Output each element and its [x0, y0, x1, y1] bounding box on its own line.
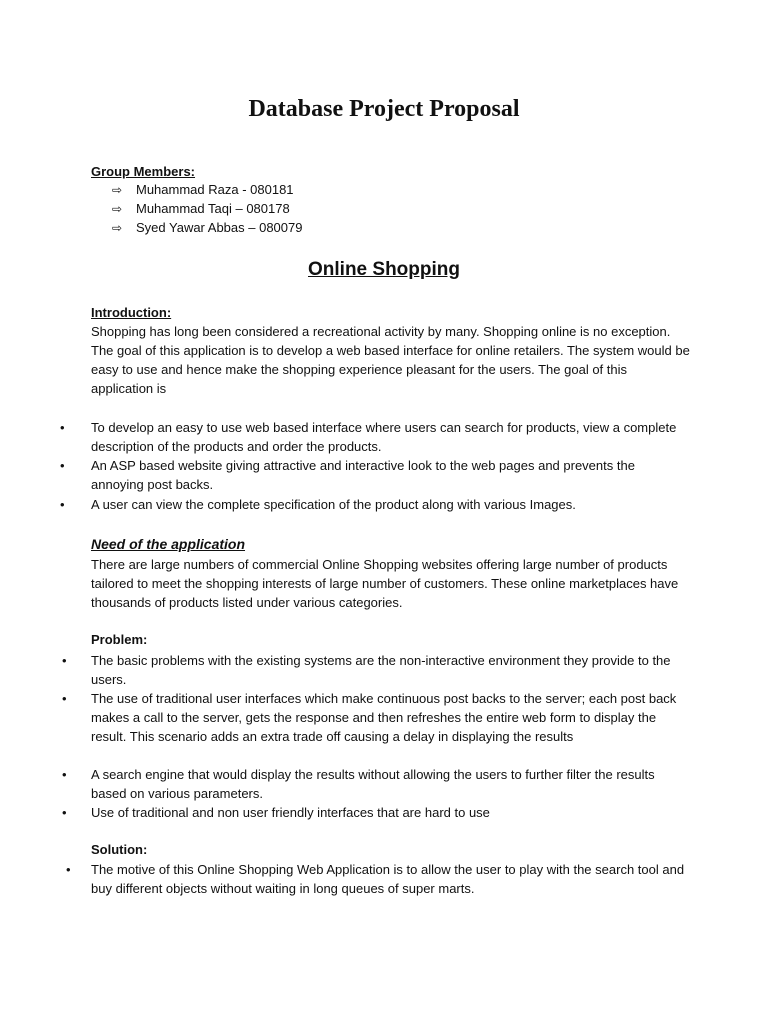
bullet-icon: •	[62, 767, 67, 782]
solution-label: Solution:	[91, 842, 148, 857]
list-item: Use of traditional and non user friendly interfaces that are hard to use	[91, 805, 490, 820]
arrow-icon: ⇨	[112, 202, 123, 216]
group-members-label: Group Members:	[91, 164, 196, 179]
bullet-icon: •	[62, 691, 67, 706]
arrow-icon: ⇨	[112, 221, 123, 235]
list-item: The use of traditional user interfaces which make continuous post backs to the server; each post back makes a call to the server, gets the response and then refreshes the entire web form to display the result. This scenario adds an extra trade off causing a delay in displaying the results	[91, 691, 677, 744]
introduction-label: Introduction:	[91, 305, 172, 320]
arrow-icon: ⇨	[112, 183, 123, 197]
list-item: A user can view the complete specification of the product along with various Images.	[91, 497, 576, 512]
list-item: A search engine that would display the results without allowing the users to further filter the results based on various parameters.	[91, 767, 655, 801]
section-title: Online Shopping	[308, 259, 460, 280]
list-item: The motive of this Online Shopping Web Application is to allow the user to play with the search tool and buy different objects without waiting in long queues of super marts.	[91, 862, 685, 896]
bullet-icon: •	[60, 420, 65, 435]
bullet-icon: •	[62, 653, 67, 668]
problem-label: Problem:	[91, 632, 148, 647]
bullet-icon: •	[62, 805, 67, 820]
document-title: Database Project Proposal	[248, 96, 520, 122]
list-item: The basic problems with the existing systems are the non-interactive environment they provide to the users.	[91, 653, 671, 687]
introduction-paragraph: Shopping has long been considered a recreational activity by many. Shopping online is no exception. The goal of this application is to develop a web based interface for online retailers. The system would be easy to use and hence make the shopping experience pleasant for the users. The goal of this application is	[91, 324, 690, 396]
need-paragraph: There are large numbers of commercial Online Shopping websites offering large number of products tailored to meet the shopping interests of large number of customers. These online marketplaces have thousands of products listed under various categories.	[91, 557, 679, 610]
bullet-icon: •	[60, 458, 65, 473]
group-member: ⇨ Muhammad Taqi – 080178	[112, 199, 290, 219]
group-member: ⇨ Muhammad Raza - 080181	[112, 180, 294, 200]
list-item: An ASP based website giving attractive and interactive look to the web pages and prevents the annoying post backs.	[91, 458, 635, 492]
group-member: ⇨ Syed Yawar Abbas – 080079	[112, 218, 302, 238]
bullet-icon: •	[66, 862, 71, 877]
need-heading: Need of the application	[91, 536, 246, 552]
bullet-icon: •	[60, 497, 65, 512]
list-item: To develop an easy to use web based interface where users can search for products, view a complete description of the products and order the products.	[91, 420, 677, 454]
